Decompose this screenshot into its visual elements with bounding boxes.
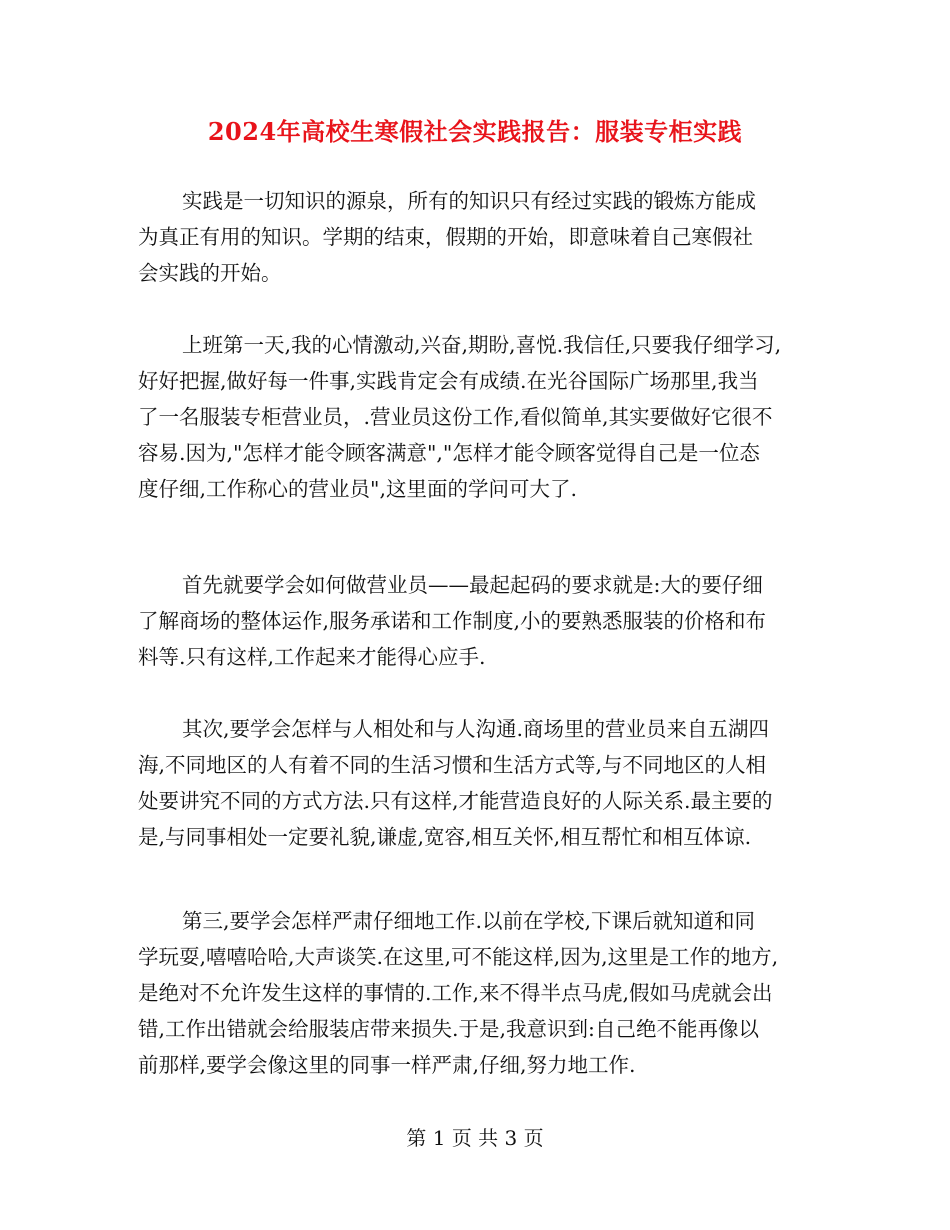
paragraph-line: 是,与同事相处一定要礼貌,谦虚,宽容,相互关怀,相互帮忙和相互体谅. [138, 825, 752, 849]
paragraph-line: 处要讲究不同的方式方法.只有这样,才能营造良好的人际关系.最主要的 [138, 789, 773, 813]
paragraph-line: 错,工作出错就会给服装店带来损失.于是,我意识到:自己绝不能再像以 [138, 1017, 759, 1041]
paragraph-line: 了一名服装专柜营业员，.营业员这份工作,看似简单,其实要做好它很不 [138, 405, 773, 429]
paragraph-line: 好好把握,做好每一件事,实践肯定会有成绩.在光谷国际广场那里,我当 [138, 369, 759, 393]
paragraph-1 [138, 183, 818, 291]
paragraph-line: 了解商场的整体运作,服务承诺和工作制度,小的要熟悉服装的价格和布 [138, 609, 767, 633]
paragraph-line: 度仔细,工作称心的营业员",这里面的学问可大了. [138, 477, 577, 501]
paragraph-line: 是绝对不允许发生这样的事情的.工作,来不得半点马虎,假如马虎就会出 [138, 981, 773, 1005]
paragraph-line: 学玩耍,嘻嘻哈哈,大声谈笑.在这里,可不能这样,因为,这里是工作的地方, [138, 945, 779, 969]
page-footer: 第 1 页 共 3 页 [406, 1126, 544, 1150]
paragraph-line: 前那样,要学会像这里的同事一样严肃,仔细,努力地工作. [138, 1053, 636, 1077]
paragraph-line: 上班第一天,我的心情激动,兴奋,期盼,喜悦.我信任,只要我仔细学习, [182, 333, 782, 357]
document-title: 2024年高校生寒假社会实践报告：服装专柜实践 [207, 117, 743, 146]
paragraph-line: 首先就要学会如何做营业员——最起起码的要求就是:大的要仔细 [182, 573, 763, 597]
paragraph-line: 海,不同地区的人有着不同的生活习惯和生活方式等,与不同地区的人相 [138, 753, 767, 777]
paragraph-line: 第三,要学会怎样严肃仔细地工作.以前在学校,下课后就知道和同 [182, 909, 756, 933]
paragraph-2 [138, 327, 818, 507]
paragraph-line: 其次,要学会怎样与人相处和与人沟通.商场里的营业员来自五湖四 [182, 717, 770, 741]
paragraph-3 [138, 567, 818, 675]
paragraph-4 [138, 711, 818, 855]
paragraph-line: 容易.因为,"怎样才能令顾客满意","怎样才能令顾客觉得自己是一位态 [138, 441, 760, 465]
paragraph-line: 为真正有用的知识。学期的结束，假期的开始，即意味着自己寒假社 [138, 225, 753, 249]
paragraph-line: 实践是一切知识的源泉，所有的知识只有经过实践的锻炼方能成 [182, 189, 756, 213]
paragraph-5 [138, 903, 818, 1083]
paragraph-line: 会实践的开始。 [138, 261, 282, 285]
paragraph-line: 料等.只有这样,工作起来才能得心应手. [138, 645, 486, 669]
